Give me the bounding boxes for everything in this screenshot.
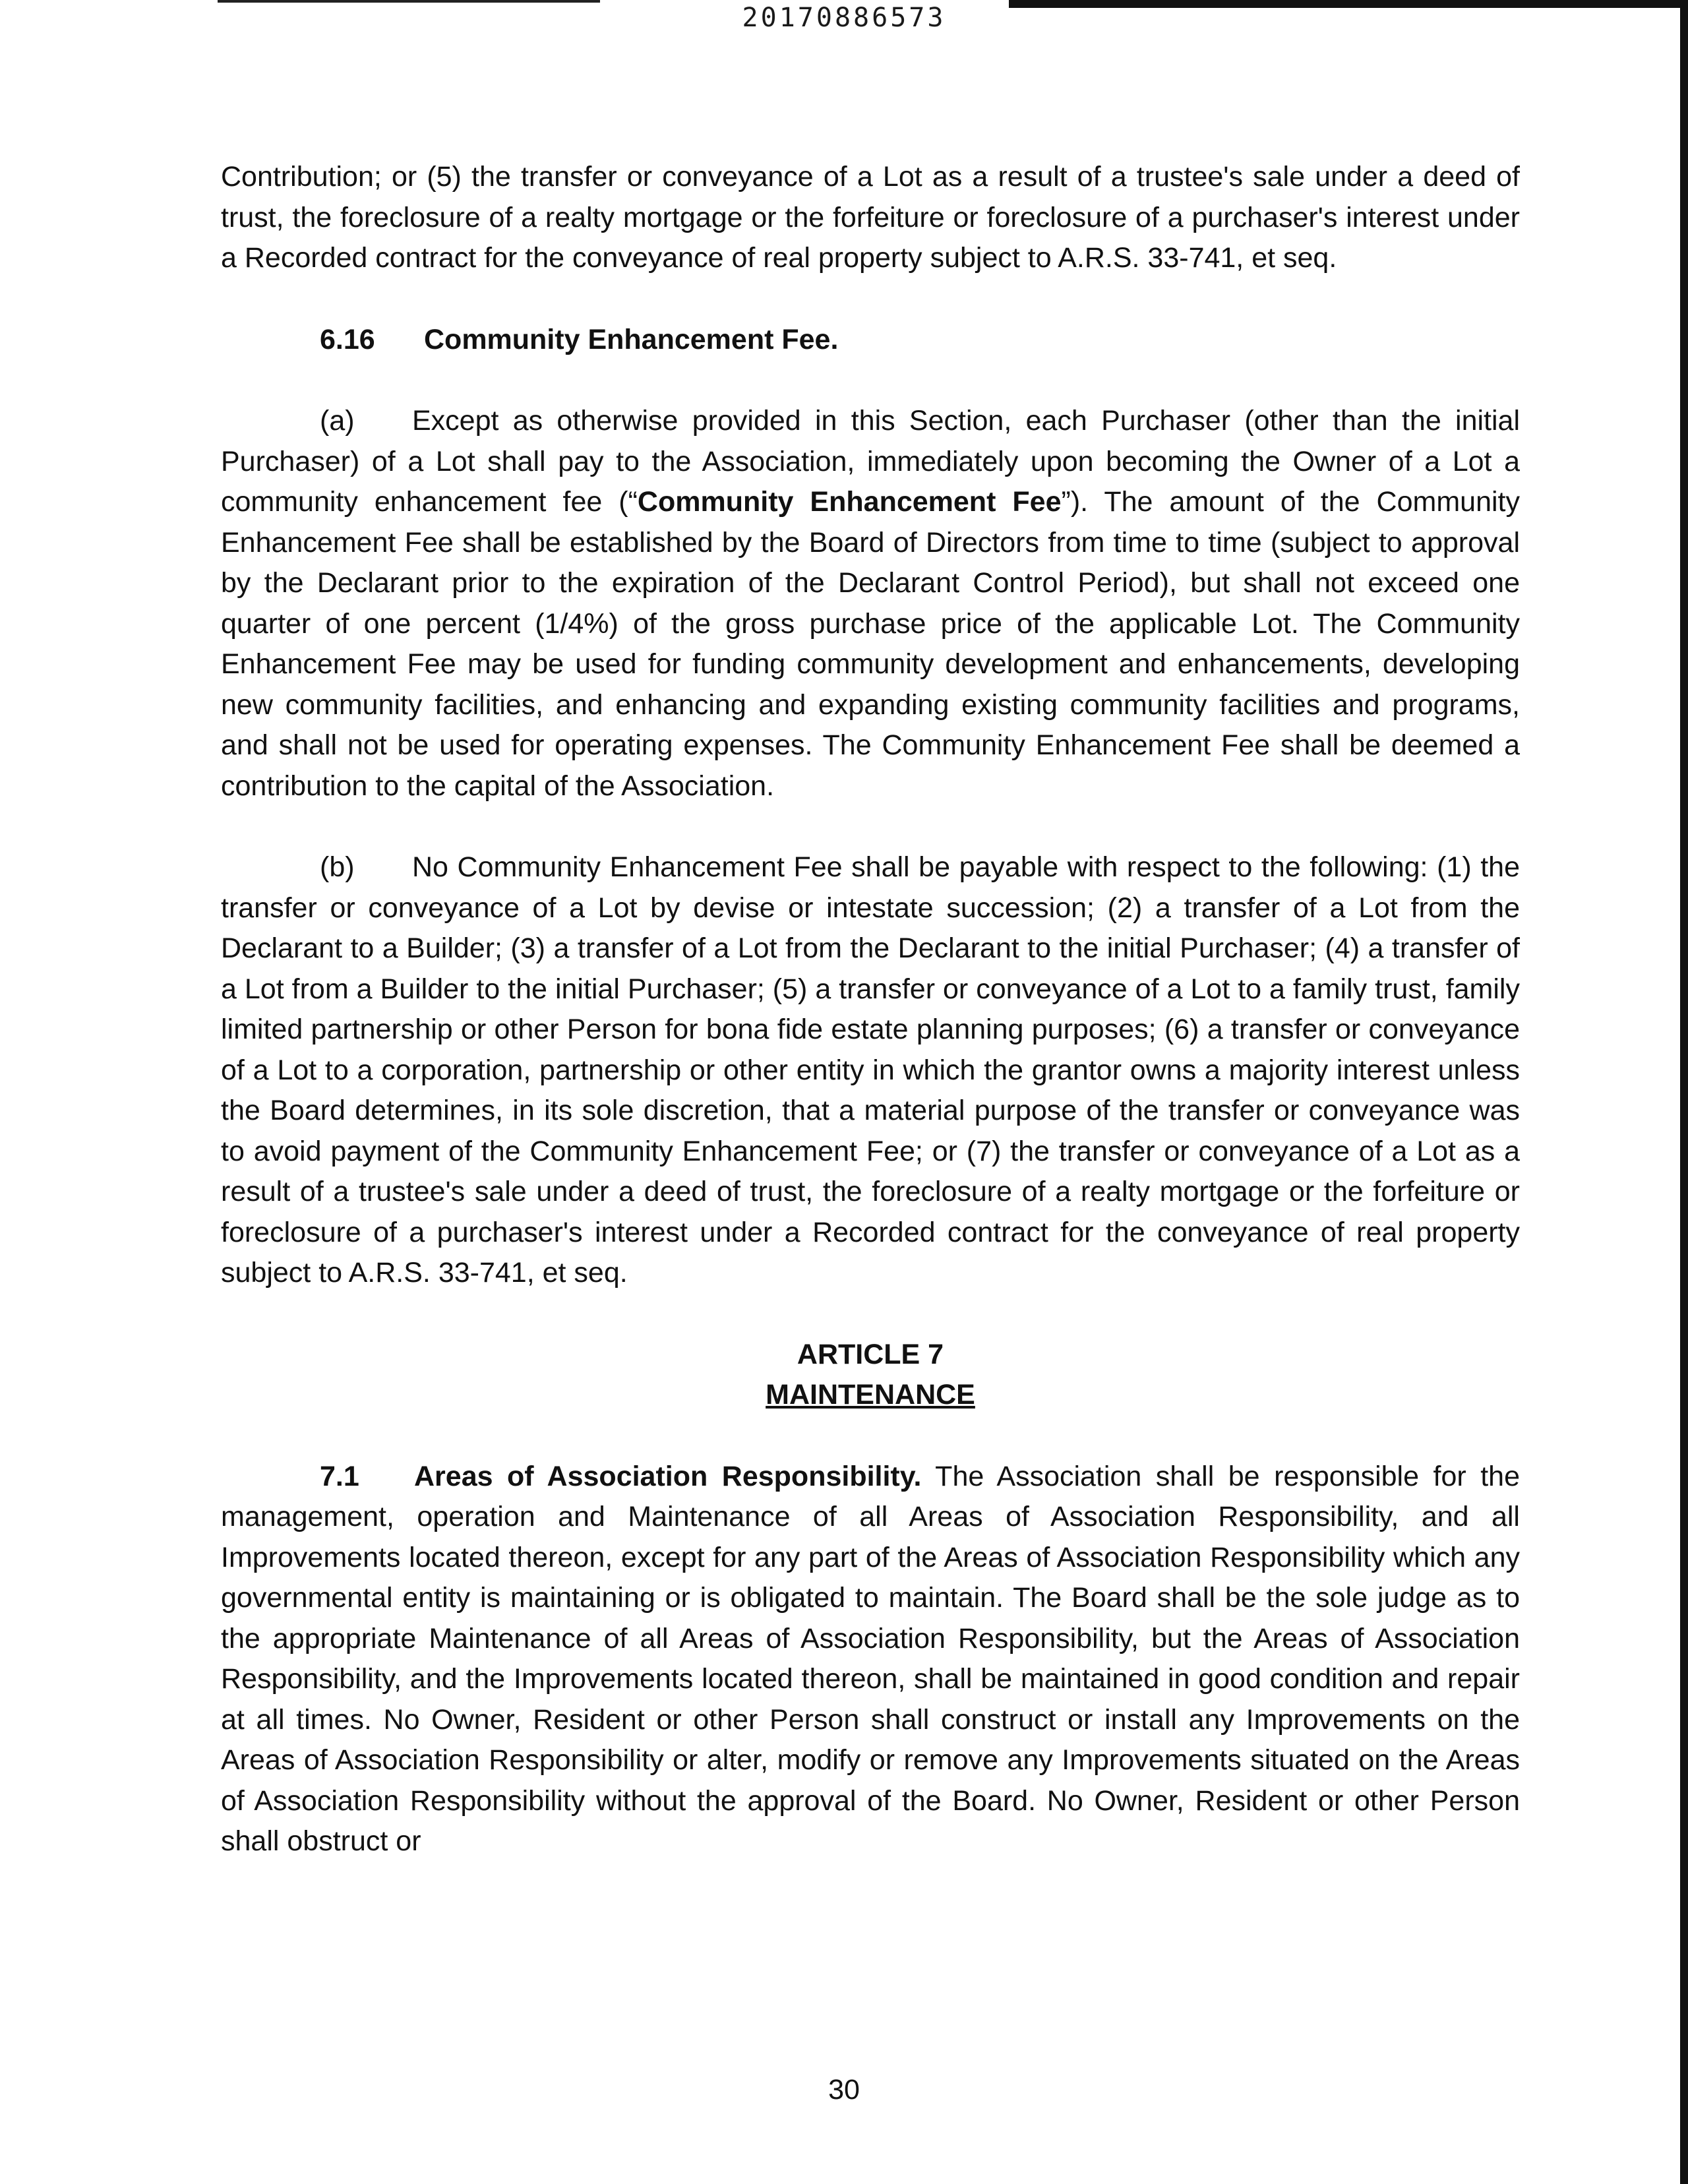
section-7-1-paragraph <box>221 1457 1520 1862</box>
defined-term: Community Enhancement Fee <box>637 486 1062 518</box>
paragraph-text-cont: ”). The amount of the Community Enhancement Fee shall be established by the Board of Directors from time to time (subject to approval by the Declarant prior to the expiration of the Declarant Control Period), but shall not exceed one quarter of one percent (1/4%) of the gross purchase price of the applicable Lot. The Community Enhancement Fee may be used for funding community development and enhancements, developing new community facilities, and enhancing and expanding existing community facilities and programs, and shall not be used for operating expenses. The Community Enhancement Fee shall be deemed a contribution to the capital of the Association. <box>221 486 1520 802</box>
continuation-paragraph: Contribution; or (5) the transfer or conveyance of a Lot as a result of a trustee's sale under a deed of trust, the foreclosure of a realty mortgage or the forfeiture or foreclosure of a purchaser's interest under a Recorded contract for the conveyance of real property subject to A.R.S. 33-741, et seq. <box>221 161 1520 274</box>
article-title: MAINTENANCE <box>766 1379 975 1410</box>
section-6-16-heading <box>221 320 1520 361</box>
scan-right-edge <box>1680 0 1688 2184</box>
page-number: 30 <box>828 2074 860 2106</box>
article-heading: ARTICLE 7 <box>797 1338 944 1370</box>
document-body <box>221 157 1520 1862</box>
paragraph-6-16-a <box>221 401 1520 806</box>
paragraph-label: (b) <box>320 851 355 883</box>
section-title: Areas of Association Responsibility. <box>414 1460 922 1492</box>
recording-number: 20170886573 <box>742 3 946 33</box>
paragraph-text: Except as otherwise provided in this Section, each Purchaser (other than the initial Purchaser) of a Lot shall pay to the Association, immediately upon becoming the Owner of a Lot a community enhancement fee (“ <box>221 405 1520 518</box>
section-number: 6.16 <box>320 323 375 355</box>
paragraph-label: (a) <box>320 405 355 437</box>
paragraph-6-16-b <box>221 847 1520 1294</box>
section-number: 7.1 <box>320 1460 359 1492</box>
paragraph-text: The Association shall be responsible for the management, operation and Maintenance of all Areas of Association Responsibility, and all Improvements located thereon, except for any part of the Areas of Association Responsibility which any governmental entity is maintaining or is obligated to maintain. The Board shall be the sole judge as to the appropriate Maintenance of all Areas of Association Responsibility, but the Areas of Association Responsibility, and the Improvements located thereon, shall be maintained in good condition and repair at all times. No Owner, Resident or other Person shall construct or install any Improvements on the Areas of Association Responsibility or alter, modify or remove any Improvements situated on the Areas of Association Responsibility without the approval of the Board. No Owner, Resident or other Person shall obstruct or <box>221 1460 1520 1857</box>
section-title: Community Enhancement Fee. <box>424 323 839 355</box>
paragraph-text: No Community Enhancement Fee shall be payable with respect to the following: (1) the transfer or conveyance of a Lot by devise or intestate succession; (2) a transfer of a Lot from the Declarant to a Builder; (3) a transfer of a Lot from the Declarant to the initial Purchaser; (4) a transfer of a Lot from a Builder to the initial Purchaser; (5) a transfer or conveyance of a Lot to a family trust, family limited partnership or other Person for bona fide estate planning purposes; (6) a transfer or conveyance of a Lot to a corporation, partnership or other entity in which the grantor owns a majority interest unless the Board determines, in its sole discretion, that a material purpose of the transfer or conveyance was to avoid payment of the Community Enhancement Fee; or (7) the transfer or conveyance of a Lot as a result of a trustee's sale under a deed of trust, the foreclosure of a realty mortgage or the forfeiture or foreclosure of a purchaser's interest under a Recorded contract for the conveyance of real property subject to A.R.S. 33-741, et seq. <box>221 851 1520 1289</box>
